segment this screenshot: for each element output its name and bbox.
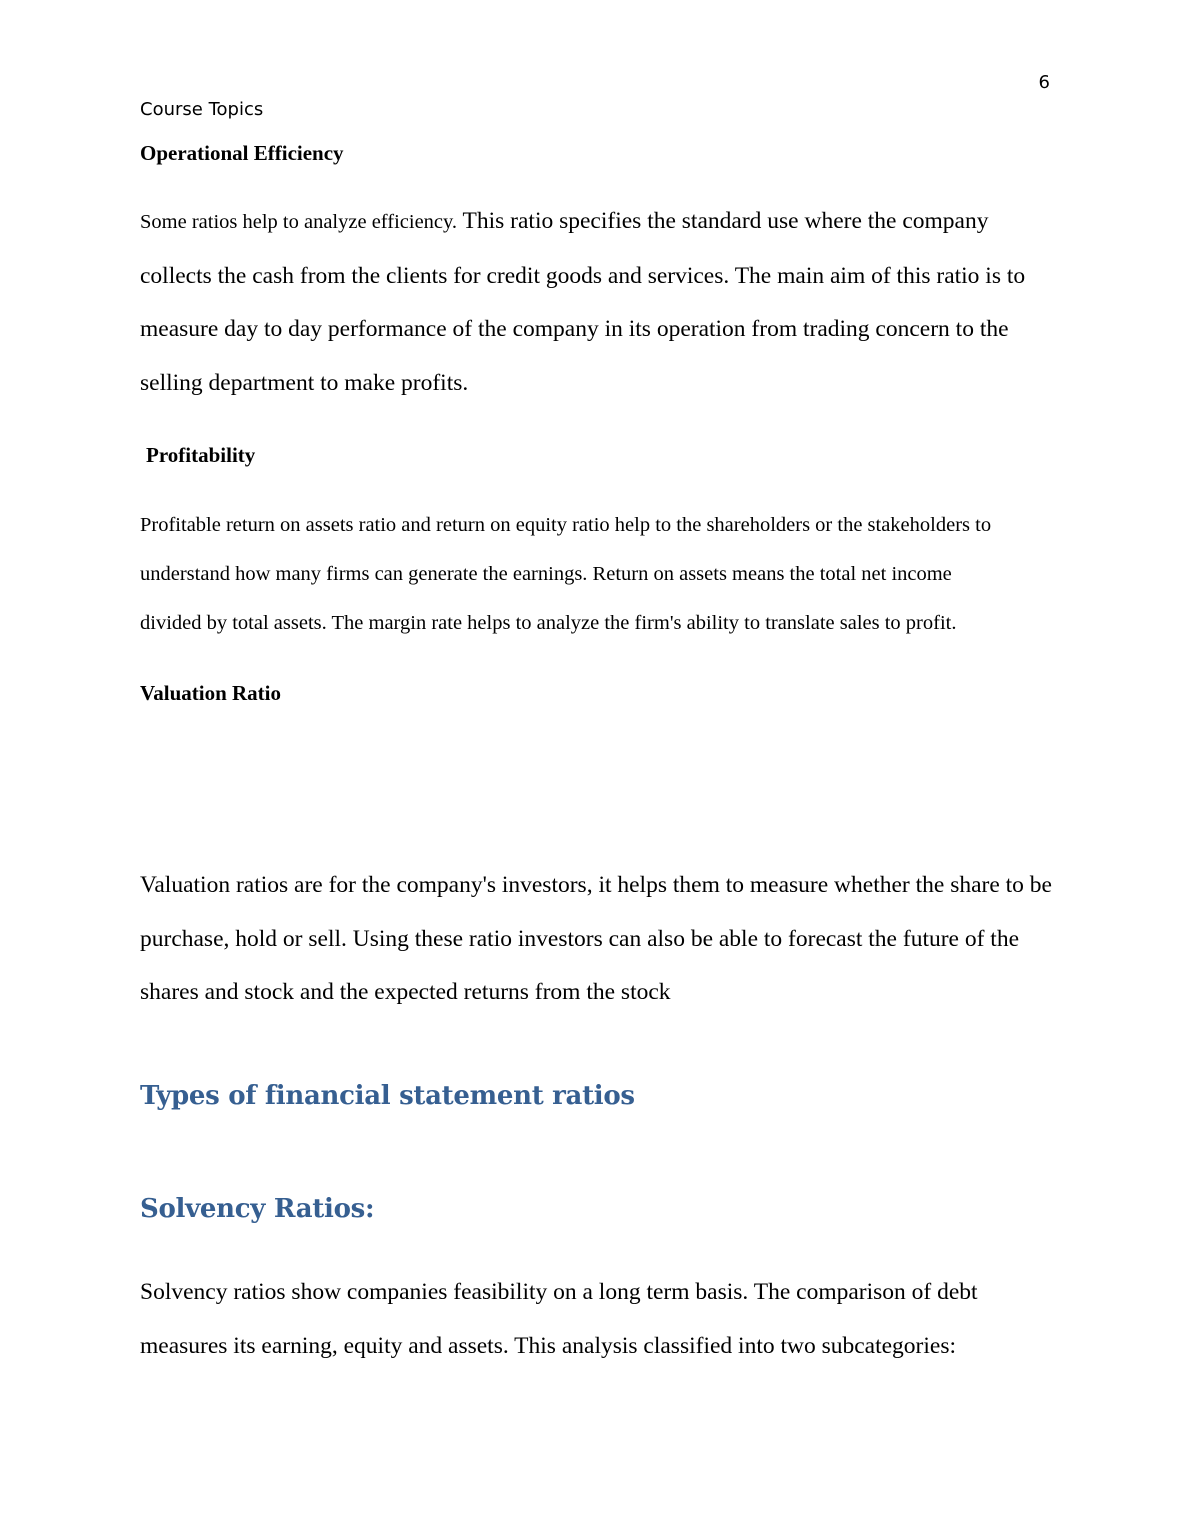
heading-types-of-financial-statement-ratios: Types of financial statement ratios	[140, 1081, 635, 1111]
heading-solvency-ratios: Solvency Ratios:	[140, 1194, 375, 1224]
paragraph-valuation-ratio	[140, 859, 1055, 1020]
paragraph-line: Solvency ratios show companies feasibility on a long term basis. The comparison of debt	[140, 1279, 978, 1305]
paragraph-run-small: Some ratios help to analyze efficiency.	[140, 211, 458, 233]
paragraph-line: measures its earning, equity and assets. This analysis classified into two subcategories:	[140, 1332, 957, 1359]
paragraph-line: shares and stock and the expected returns from the stock	[140, 979, 671, 1006]
paragraph-line: understand how many firms can generate the earnings. Return on assets means the total net income	[140, 563, 952, 585]
paragraph-line: collects the cash from the clients for credit goods and services. The main aim of this ratio is to	[140, 262, 1026, 289]
heading-profitability: Profitability	[146, 443, 256, 467]
paragraph-run: This ratio specifies the standard use where the company	[457, 208, 989, 234]
paragraph-line: purchase, hold or sell. Using these ratio investors can also be able to forecast the future of the	[140, 925, 1020, 952]
paragraph-line	[140, 195, 1055, 250]
paragraph-profitability	[140, 501, 1055, 648]
paragraph-line: Profitable return on assets ratio and return on equity ratio help to the shareholders or the stakeholders to	[140, 514, 992, 536]
paragraph-line: divided by total assets. The margin rate helps to analyze the firm's ability to translate sales to profit.	[140, 612, 957, 634]
page-number: 6	[1038, 72, 1050, 93]
paragraph-operational-efficiency	[140, 195, 1055, 411]
heading-valuation-ratio: Valuation Ratio	[140, 681, 282, 705]
heading-operational-efficiency: Operational Efficiency	[140, 141, 344, 165]
paragraph-solvency-ratios	[140, 1266, 1055, 1373]
paragraph-line: Valuation ratios are for the company's investors, it helps them to measure whether the share to be	[140, 872, 1052, 898]
paragraph-line: measure day to day performance of the company in its operation from trading concern to the	[140, 316, 1009, 343]
running-head: Course Topics	[140, 99, 264, 120]
paragraph-line: selling department to make profits.	[140, 370, 469, 397]
